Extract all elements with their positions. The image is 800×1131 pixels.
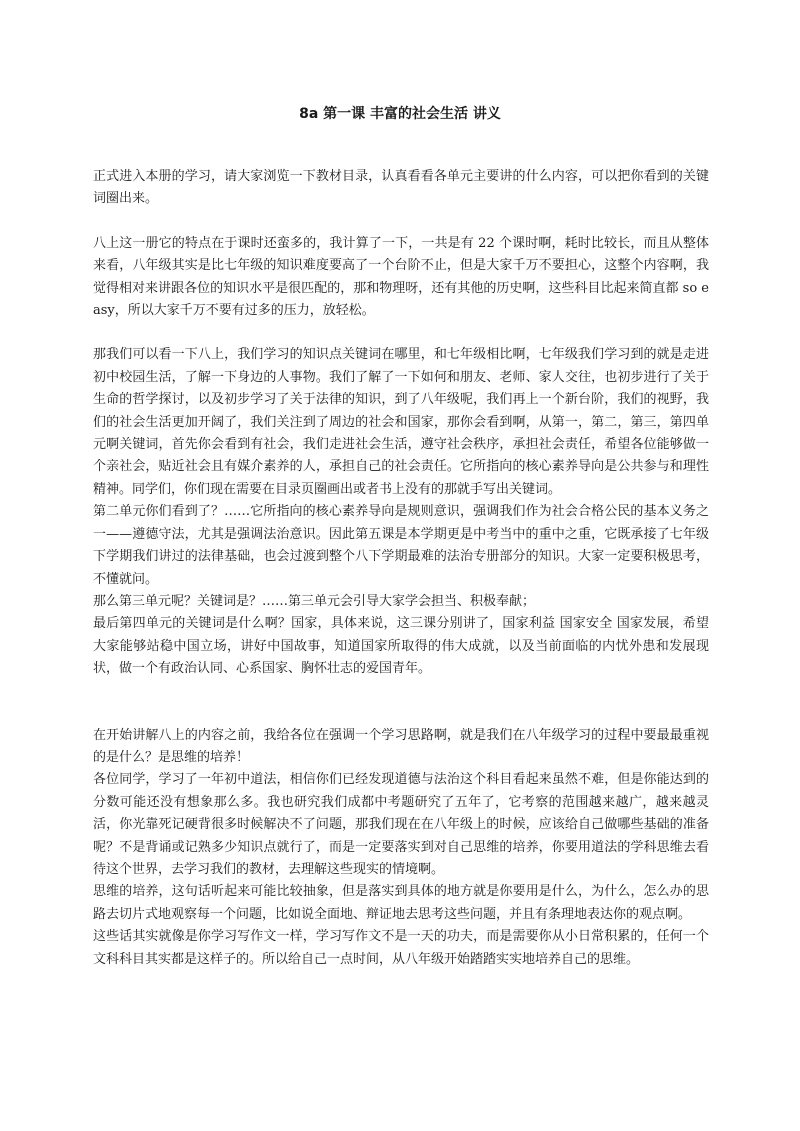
paragraph-thinking-summary: 这些话其实就像是你学习写作文一样，学习写作文不是一天的功夫，而是需要你从小日常积累的，任何一个文科科目其实都是这样子的。所以给自己一点时间，从八年级开始踏踏实实地培养自己的思维。: [93, 929, 709, 967]
paragraph-intro: 正式进入本册的学习，请大家浏览一下教材目录，认真看看各单元主要讲的什么内容，可以把你看到的关键词圈出来。: [93, 169, 709, 207]
paragraph-thinking-exam: 各位同学，学习了一年初中道法，相信你们已经发现道德与法治这个科目看起来虽然不难，但是你能达到的分数可能还没有想象那么多。我也研究我们成都中考题研究了五年了，它考察的范围越来越广，越来越灵活，你光靠死记硬背很多时候解决不了问题，那我们现在在八年级上的时候，应该给自己做哪些基础的准备呢？不是背诵或记熟多少知识点就行了，而是一定要落实到对自己思维的培养，你要用道法的学科思维去看待这个世界，去学习我们的教材，去理解这些现实的情境啊。: [93, 772, 709, 877]
paragraph-unit-two: 第二单元你们看到了？……它所指向的核心素养导向是规则意识，强调我们作为社会合格公民的基本义务之一——遵德守法，尤其是强调法治意识。因此第五课是本学期更是中考当中的重中之重，它既承接了七年级下学期我们讲过的法律基础，也会过渡到整个八下学期最难的法治专册部分的知识。大家一定要积极思考，不懂就问。: [93, 504, 709, 587]
document-title: 8a 第一课 丰富的社会生活 讲义: [299, 106, 501, 122]
paragraph-gap: [93, 211, 709, 233]
paragraph-unit-four: 最后第四单元的关键词是什么啊？国家，具体来说，这三课分别讲了，国家利益 国家安全 国家发展，希望大家能够站稳中国立场，讲好中国故事，知道国家所取得的伟大成就，以及当前面临的内忧外患和发展现状，做一个有政治认同、心系国家、胸怀壮志的爱国青年。: [93, 616, 709, 677]
paragraph-unit-three: 那么第三单元呢？关键词是？……第三单元会引导大家学会担当、积极奉献；: [93, 593, 536, 609]
paragraph-thinking-intro: 在开始讲解八上的内容之前，我给各位在强调一个学习思路啊，就是我们在八年级学习的过程中要最最重视的是什么？是思维的培养！: [93, 727, 709, 765]
paragraph-gap: [93, 322, 709, 344]
paragraph-overview: 八上这一册它的特点在于课时还蛮多的，我计算了一下，一共是有 22 个课时啊，耗时比较长，而且从整体来看，八年级其实是比七年级的知识难度要高了一个台阶不止，但是大家千万不要担心，这整个内容啊，我觉得相对来讲跟各位的知识水平是很匹配的，那和物理呀，还有其他的历史啊，这些科目比起来简直都 so easy，所以大家千万不要有过多的压力，放轻松。: [93, 235, 709, 319]
paragraph-thinking-method: 思维的培养，这句话听起来可能比较抽象，但是落实到具体的地方就是你要用是什么，为什么，怎么办的思路去切片式地观察每一个问题，比如说全面地、辩证地去思考这些问题，并且有条理地表达你的观点啊。: [93, 884, 709, 922]
document-body: [93, 166, 709, 971]
paragraph-unit-one: 那我们可以看一下八上，我们学习的知识点关键词在哪里，和七年级相比啊，七年级我们学习到的就是走进初中校园生活，了解一下身边的人事物。我们了解了一下如何和朋友、老师、家人交往，也初步进行了关于生命的哲学探讨，以及初步学习了关于法律的知识，到了八年级呢，我们再上一个新台阶，我们的视野，我们的社会生活更加开阔了，我们关注到了周边的社会和国家，那你会看到啊，从第一，第二，第三，第四单元啊关键词，首先你会看到有社会，我们走进社会生活，遵守社会秩序，承担社会责任，希望各位能够做一个亲社会，贴近社会且有媒介素养的人，承担自己的社会责任。它所指向的核心素养导向是公共参与和理性精神。同学们，你们现在需要在目录页圈画出或者书上没有的那就手写出关键词。: [93, 347, 709, 497]
section-gap: [93, 681, 709, 725]
